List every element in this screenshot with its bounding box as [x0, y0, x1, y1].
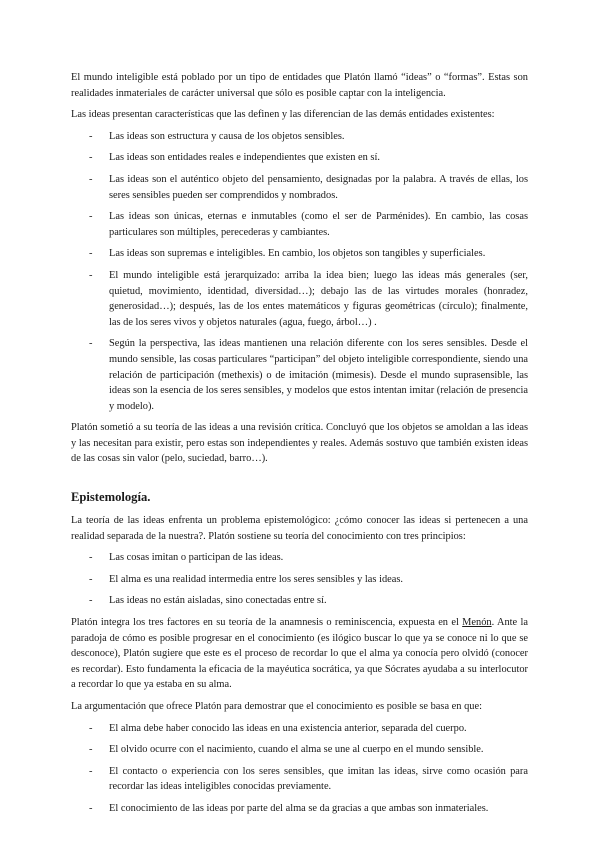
anamnesis-text-end: . Ante la paradoja de cómo es posible progresar en el conocimiento (es ilógico buscar lo que ya se conoce ni lo que se desconoce), Platón sugiere que este es el proceso de recordar lo que el alma ya conocía pero olvidó (conocer es recordar). Esto fundamenta la eficacia de la mayéutica socrática, ya que Sócrates ayudaba a su interlocutor a recordar lo que ya estaba en su alma.: [71, 617, 528, 691]
principles-list: [71, 550, 528, 609]
arguments-list: [71, 721, 528, 817]
list-item: - Las ideas son únicas, eternas e inmutables (como el ser de Parménides). En cambio, las cosas particulares son múltiples, perecederas y cambiantes.: [71, 209, 528, 240]
section-heading: Epistemología.: [71, 490, 151, 505]
list-item: - Las ideas son supremas e inteligibles. En cambio, los objetos son tangibles y superficiales.: [71, 246, 528, 262]
list-item: - El alma es una realidad intermedia entre los seres sensibles y las ideas.: [71, 572, 528, 588]
revision-paragraph: Platón sometió a su teoría de las ideas a una revisión crítica. Concluyó que los objetos se amoldan a las ideas y las necesitan para existir, pero estas son independientes y reales. Además sostuvo que también existen ideas de las cosas sin valor (pelo, suciedad, barro…).: [71, 422, 528, 465]
list-item: - El olvido ocurre con el nacimiento, cuando el alma se une al cuerpo en el mundo sensible.: [71, 742, 528, 758]
anamnesis-paragraph: [71, 615, 528, 693]
argument-intro: La argumentación que ofrece Platón para demostrar que el conocimiento es posible se basa en que:: [71, 701, 482, 712]
menon-link[interactable]: Menón: [462, 617, 492, 629]
anamnesis-text-start: Platón integra los tres factores en su teoría de la anamnesis o reminiscencia, expuesta en el: [71, 617, 463, 629]
list-item: - Según la perspectiva, las ideas mantienen una relación diferente con los seres sensibles. Desde el mundo sensible, las cosas particulares “participan” del objeto inteligible correspondiente, siendo una relación de participación (methexis) o de imitación (mimesis). Desde el mundo suprasensible, las ideas son la esencia de los seres sensibles, y modelos que estos intentan imitar (relación de presencia y modelo).: [71, 336, 528, 414]
problem-paragraph: La teoría de las ideas enfrenta un problema epistemológico: ¿cómo conocer las ideas si pertenecen a una realidad separada de la nuestra?. Platón sostiene su teoría del conocimiento con tres principios:: [71, 515, 528, 542]
list-item: - Las ideas no están aisladas, sino conectadas entre sí.: [71, 593, 528, 609]
characteristics-intro: Las ideas presentan características que las definen y las diferencian de las demás entidades existentes:: [71, 109, 495, 121]
list-item: - Las ideas son el auténtico objeto del pensamiento, designadas por la palabra. A través de ellas, los seres sensibles pueden ser comprendidos y nombrados.: [71, 172, 528, 203]
list-item: - Las ideas son estructura y causa de los objetos sensibles.: [71, 129, 528, 145]
list-item: - Las ideas son entidades reales e independientes que existen en sí.: [71, 150, 528, 166]
list-item: - El alma debe haber conocido las ideas en una existencia anterior, separada del cuerpo.: [71, 721, 528, 737]
list-item: - Las cosas imitan o participan de las ideas.: [71, 550, 528, 566]
list-item: - El contacto o experiencia con los seres sensibles, que imitan las ideas, sirve como ocasión para recordar las ideas inteligibles conocidas previamente.: [71, 764, 528, 795]
list-item: - El conocimiento de las ideas por parte del alma se da gracias a que ambas son inmateriales.: [71, 801, 528, 817]
list-item: - El mundo inteligible está jerarquizado: arriba la idea bien; luego las ideas más generales (ser, quietud, movimiento, identidad, diversidad…); debajo las de las virtudes morales (honradez, generosidad…); después, las de los entes matemáticos y figuras geométricas (círculo); finalmente, las de los seres vivos y objetos naturales (agua, fuego, árbol…) .: [71, 268, 528, 330]
characteristics-list: [71, 129, 528, 415]
intro-paragraph: El mundo inteligible está poblado por un tipo de entidades que Platón llamó “ideas” o “formas”. Estas son realidades inmateriales de carácter universal que sólo es posible captar con la inteligencia.: [71, 72, 528, 99]
